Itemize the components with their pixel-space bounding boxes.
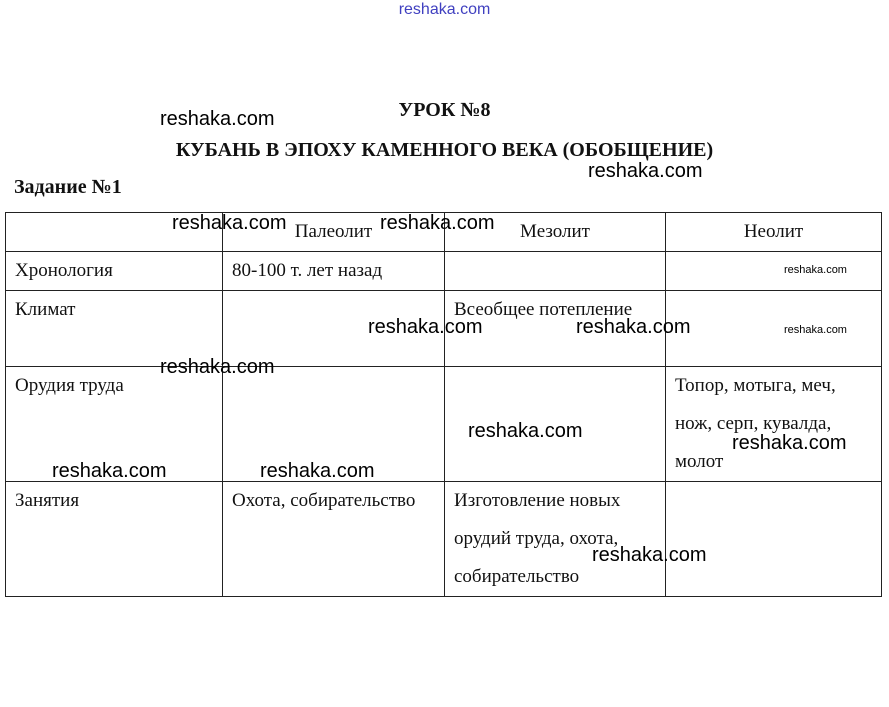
table-row: [6, 367, 882, 482]
watermark: reshaka.com: [260, 460, 375, 482]
topic-title: КУБАНЬ В ЭПОХУ КАМЕННОГО ВЕКА (ОБОБЩЕНИЕ): [175, 139, 714, 161]
watermark: reshaka.com: [592, 544, 707, 566]
table-cell: [666, 482, 882, 597]
table-header-row: [6, 213, 882, 252]
watermark: reshaka.com: [380, 212, 495, 234]
table-row: [6, 482, 882, 597]
row-label-chronology: Хронология: [6, 252, 223, 291]
watermark: reshaka.com: [160, 356, 275, 378]
row-label-tools: Орудия труда: [6, 367, 223, 482]
watermark: reshaka.com: [52, 460, 167, 482]
table-cell: Охота, собирательство: [223, 482, 445, 597]
lesson-title: УРОК №8: [398, 99, 491, 121]
table-cell: [445, 252, 666, 291]
table-cell: [445, 367, 666, 482]
watermark: reshaka.com: [368, 316, 483, 338]
watermark: reshaka.com: [732, 432, 847, 454]
header-cell-mesolith: Мезолит: [445, 213, 666, 252]
table-cell: Изготовление новых орудий труда, охота, собирательство: [445, 482, 666, 597]
watermark: reshaka.com: [588, 160, 703, 182]
stone-age-table: [5, 212, 882, 597]
watermark: reshaka.com: [576, 316, 691, 338]
watermark: reshaka.com: [784, 264, 847, 276]
site-watermark-link[interactable]: reshaka.com: [398, 1, 491, 18]
table-cell: [223, 291, 445, 367]
table-cell: [223, 367, 445, 482]
table-cell: [666, 291, 882, 367]
table-cell: Всеобщее потепление: [445, 291, 666, 367]
table-cell: 80-100 т. лет назад: [223, 252, 445, 291]
row-label-climate: Климат: [6, 291, 223, 367]
header-cell-neolith: Неолит: [666, 213, 882, 252]
table-cell: Топор, мотыга, меч, нож, серп, кувалда, молот: [666, 367, 882, 482]
table-row: [6, 291, 882, 367]
row-label-activities: Занятия: [6, 482, 223, 597]
table-row: [6, 252, 882, 291]
watermark: reshaka.com: [784, 324, 847, 336]
header-cell-paleolith: Палеолит: [223, 213, 445, 252]
watermark: reshaka.com: [160, 108, 275, 130]
task-label: Задание №1: [14, 176, 122, 198]
table-cell: [666, 252, 882, 291]
watermark: reshaka.com: [172, 212, 287, 234]
watermark: reshaka.com: [468, 420, 583, 442]
header-cell-empty: [6, 213, 223, 252]
